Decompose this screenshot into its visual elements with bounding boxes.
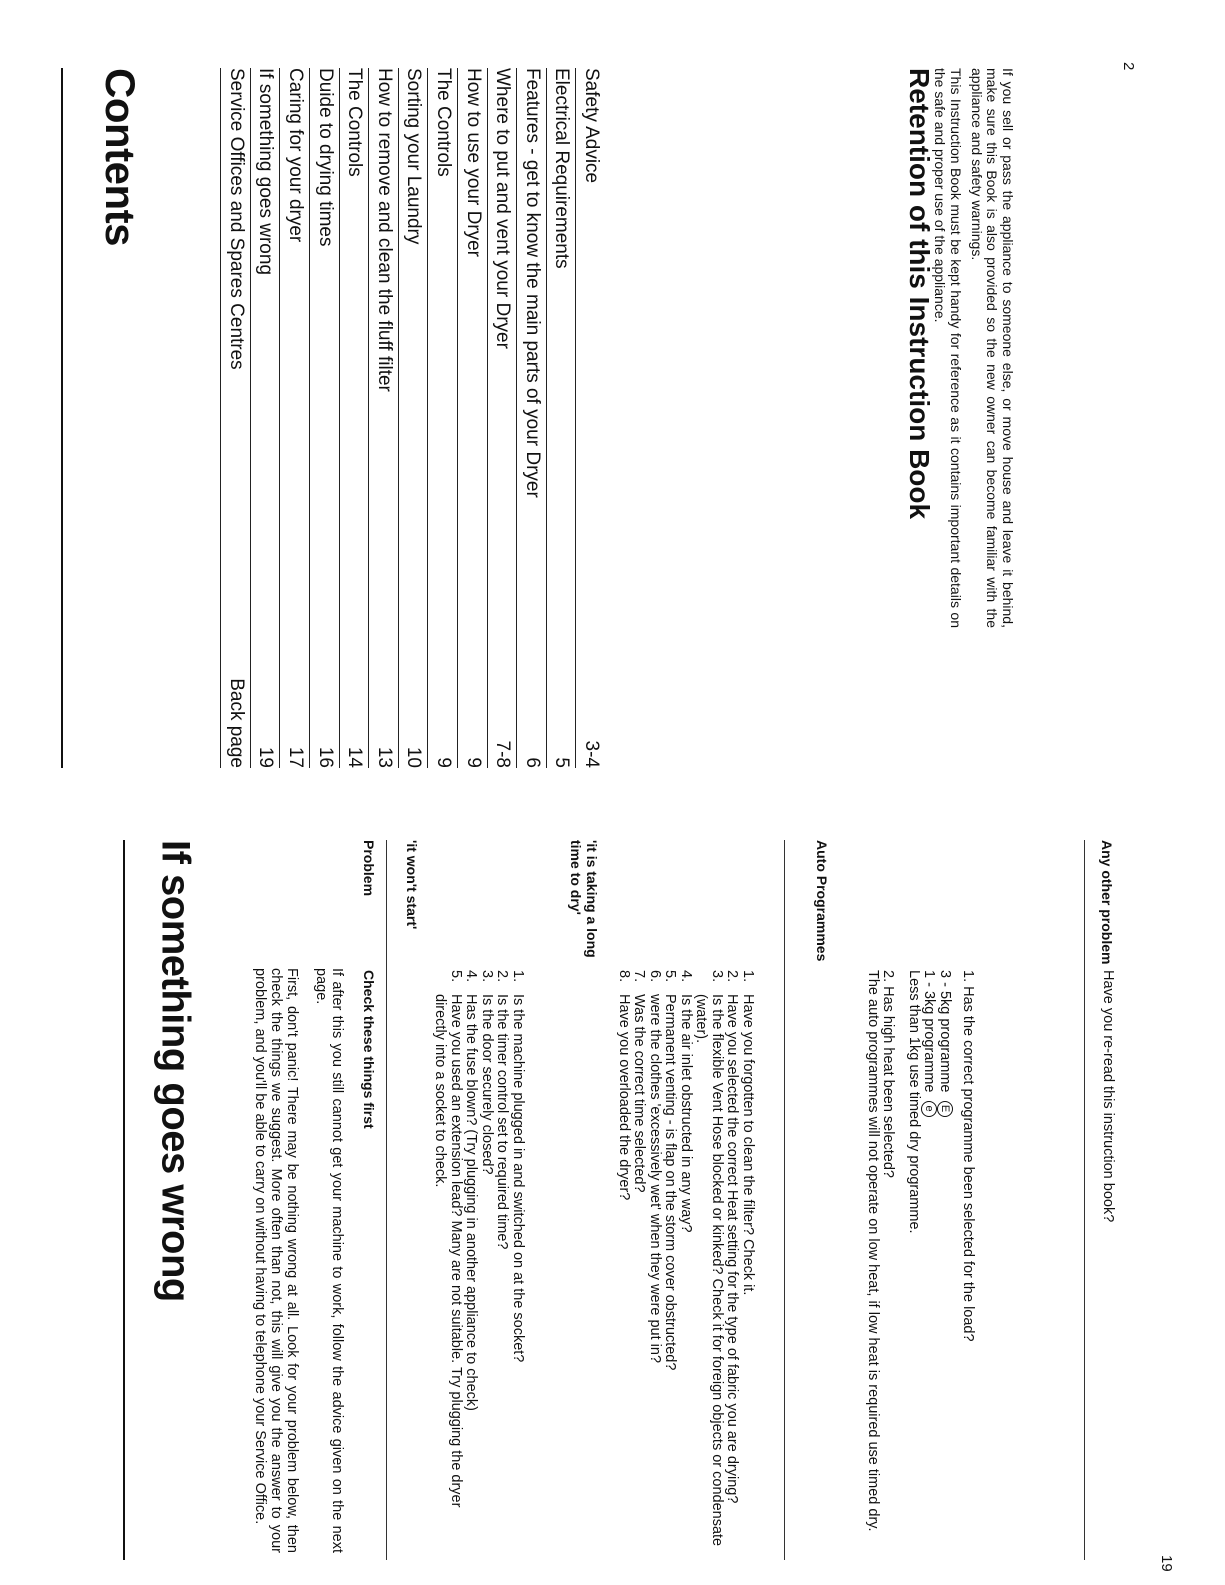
auto-question-2-detail: The auto programmes will not operate on low heat, if low heat is required use timed dry. — [864, 970, 881, 1532]
item-text: Is the machine plugged in and switched on at the socket? — [510, 994, 526, 1363]
long-time-item — [678, 970, 694, 1555]
programme-e-badge: E — [938, 1101, 954, 1117]
item-text: Is the door securely closed? — [479, 994, 495, 1175]
auto-question-1: 1. Has the correct programme been selected for the load? — [960, 970, 976, 1342]
long-time-item — [662, 970, 678, 1555]
long-time-item — [724, 970, 740, 1555]
toc-entry-title: Electrical Requirements — [551, 68, 573, 269]
toc-entry — [339, 68, 369, 768]
toc-entry-title: How to use your Dryer — [462, 68, 484, 258]
toc-entry-title: Safety Advice — [581, 68, 602, 184]
auto-question-2: 2. Has high heat been selected? — [880, 970, 897, 1178]
toc-entry-page: 16 — [314, 746, 336, 768]
toc-entry-title: The Controls — [433, 68, 455, 177]
programme-e-small-badge: e — [921, 1101, 937, 1117]
toc-entry — [309, 68, 339, 768]
toc-entry-title: The Controls — [344, 68, 366, 177]
long-time-item — [740, 970, 756, 1555]
wont-start-checklist — [432, 970, 525, 1555]
toc-entry-page: Back page — [225, 678, 247, 768]
problem-wont-start: 'it won't start' — [404, 840, 420, 930]
long-time-item — [693, 970, 724, 1555]
item-number: 5. — [662, 970, 679, 983]
toc-entry-page: 9 — [462, 757, 484, 768]
toc-entry — [398, 68, 428, 768]
item-text: Has the fuse blown? (Try plugging in another appliance to check) — [463, 994, 480, 1411]
item-text: Have you forgotten to clean the filter? Check it. — [740, 994, 756, 1296]
toc-entry-title: Duide to drying times — [314, 68, 336, 247]
toc-entry-title: Caring for your dryer — [285, 68, 307, 243]
toc-entry — [279, 68, 309, 768]
toc-entry-page: 6 — [521, 757, 543, 768]
section-divider — [784, 840, 785, 1560]
auto-programme-1-3kg-text: 1 - 3kg programme — [921, 970, 938, 1093]
item-text: were the clothes 'excessively wet' when they were put in? — [647, 994, 663, 1364]
item-number: 3. — [479, 970, 495, 983]
toc-entry-title: Features - get to know the main parts of your Dryer — [521, 68, 543, 498]
intro-paragraph-2: If after this you still cannot get your machine to work, follow the advice given on the next page. — [313, 968, 345, 1553]
item-number: 6. — [647, 970, 663, 983]
toc-entry-page: 17 — [285, 746, 307, 768]
toc-entry-page: 10 — [403, 746, 425, 768]
toc-entry — [457, 68, 487, 768]
retention-paragraph-2: If you sell or pass the appliance to someone else, or move house and leave it behind, make sure this Book is also provided so the new owner can become familiar with the appliance and safety warnings. — [969, 68, 1016, 628]
page-number-right: 19 — [1158, 1555, 1175, 1572]
auto-programme-1-3kg — [921, 970, 937, 1555]
wont-start-item — [494, 970, 510, 1555]
any-other-answer: Have you re-read this instruction book? — [1100, 970, 1116, 1223]
auto-programme-3-5kg-text: 3 - 5kg programme — [937, 970, 954, 1093]
item-text: Is the timer control set to required time? — [494, 994, 511, 1250]
toc-entry-title: Sorting your Laundry — [403, 68, 425, 245]
toc-entry — [220, 68, 250, 768]
column-header-rule — [386, 840, 387, 1560]
toc-entry-page: 14 — [344, 746, 366, 768]
toc-entry-title: Where to put and vent your Dryer — [492, 68, 514, 349]
toc-entry-page: 9 — [433, 757, 455, 768]
item-number: 2. — [494, 970, 511, 983]
long-time-item — [631, 970, 647, 1555]
item-number: 1. — [510, 970, 526, 983]
contents-title: Contents — [97, 68, 144, 246]
toc-entry — [487, 68, 517, 768]
header-rule — [123, 840, 125, 1560]
toc-entry-page: 3-4 — [581, 740, 602, 768]
retention-heading: Retention of this Instruction Book — [904, 68, 935, 520]
item-text: Is the air inlet obstructed in any way? — [678, 994, 694, 1233]
item-number: 4. — [463, 970, 480, 983]
toc-entry-title: If something goes wrong — [255, 68, 277, 276]
problem-auto-programmes: Auto Programmes — [814, 840, 830, 962]
item-text: Is the flexible Vent Hose blocked or kinked? Check it for foreign objects or condensate (water). — [693, 994, 725, 1547]
contents-page — [0, 0, 1225, 790]
item-text: Was the correct time selected? — [631, 994, 648, 1193]
troubleshooting-title: If something goes wrong — [153, 840, 198, 1302]
retention-paragraph-1: This Instruction Book must be kept handy for reference as it contains important details on the safe and proper use of the appliance. — [932, 68, 964, 628]
intro-paragraph-1: First, don't panic! There may be nothing wrong at all. Look for your problem below, then check the things we suggest. More often than not, this will give you the answer to your problem, and you'll be able to carry on without having to telephone your Service Office. — [252, 968, 300, 1553]
toc-entry — [250, 68, 280, 768]
problem-any-other: Any other problem — [1099, 840, 1115, 965]
item-number: 1. — [740, 970, 756, 983]
item-text: Have you selected the correct Heat setting for the type of fabric you are drying? — [724, 994, 741, 1504]
item-number: 3. — [709, 970, 725, 983]
section-divider — [1084, 840, 1085, 1560]
toc-entry — [546, 68, 576, 768]
auto-programmes-checklist — [864, 970, 975, 1555]
toc-entry-title: Service Offices and Spares Centres — [225, 68, 247, 370]
long-time-item — [616, 970, 632, 1555]
toc-entry — [575, 68, 605, 768]
toc-entry-page: 19 — [255, 746, 277, 768]
header-rule — [61, 68, 63, 768]
check-column-header: Check these things first — [361, 970, 377, 1129]
auto-programme-3-5kg — [937, 970, 953, 1555]
long-time-item — [647, 970, 663, 1555]
long-time-checklist — [616, 970, 756, 1555]
table-of-contents — [220, 68, 605, 768]
item-number: 8. — [616, 970, 632, 983]
toc-entry — [516, 68, 546, 768]
toc-entry — [368, 68, 398, 768]
troubleshooting-page — [0, 810, 1225, 1585]
item-number: 7. — [631, 970, 648, 983]
wont-start-item — [510, 970, 526, 1555]
toc-entry — [427, 68, 457, 768]
page-number-left: 2 — [1120, 62, 1137, 71]
problem-long-time: 'it is taking a long time to dry' — [568, 840, 600, 958]
item-text: Permanent venting - is flap on the storm cover obstructed? — [662, 994, 679, 1371]
wont-start-item — [432, 970, 463, 1555]
item-number: 4. — [678, 970, 694, 983]
item-number: 2. — [724, 970, 741, 983]
item-text: Have you used an extension lead? Many are not suitable. Try plugging the dryer directly into a socket to check. — [432, 994, 464, 1508]
toc-entry-page: 7-8 — [492, 740, 514, 768]
item-number: 5. — [448, 970, 464, 983]
toc-entry-page: 5 — [551, 757, 573, 768]
item-text: Have you overloaded the dryer? — [616, 994, 632, 1201]
wont-start-item — [479, 970, 495, 1555]
toc-entry-page: 13 — [373, 746, 395, 768]
problem-column-header: Problem — [361, 840, 377, 897]
toc-entry-title: How to remove and clean the fluff filter — [373, 68, 395, 392]
auto-programme-under-1kg: Less than 1kg use timed dry programme. — [905, 970, 922, 1234]
wont-start-item — [463, 970, 479, 1555]
